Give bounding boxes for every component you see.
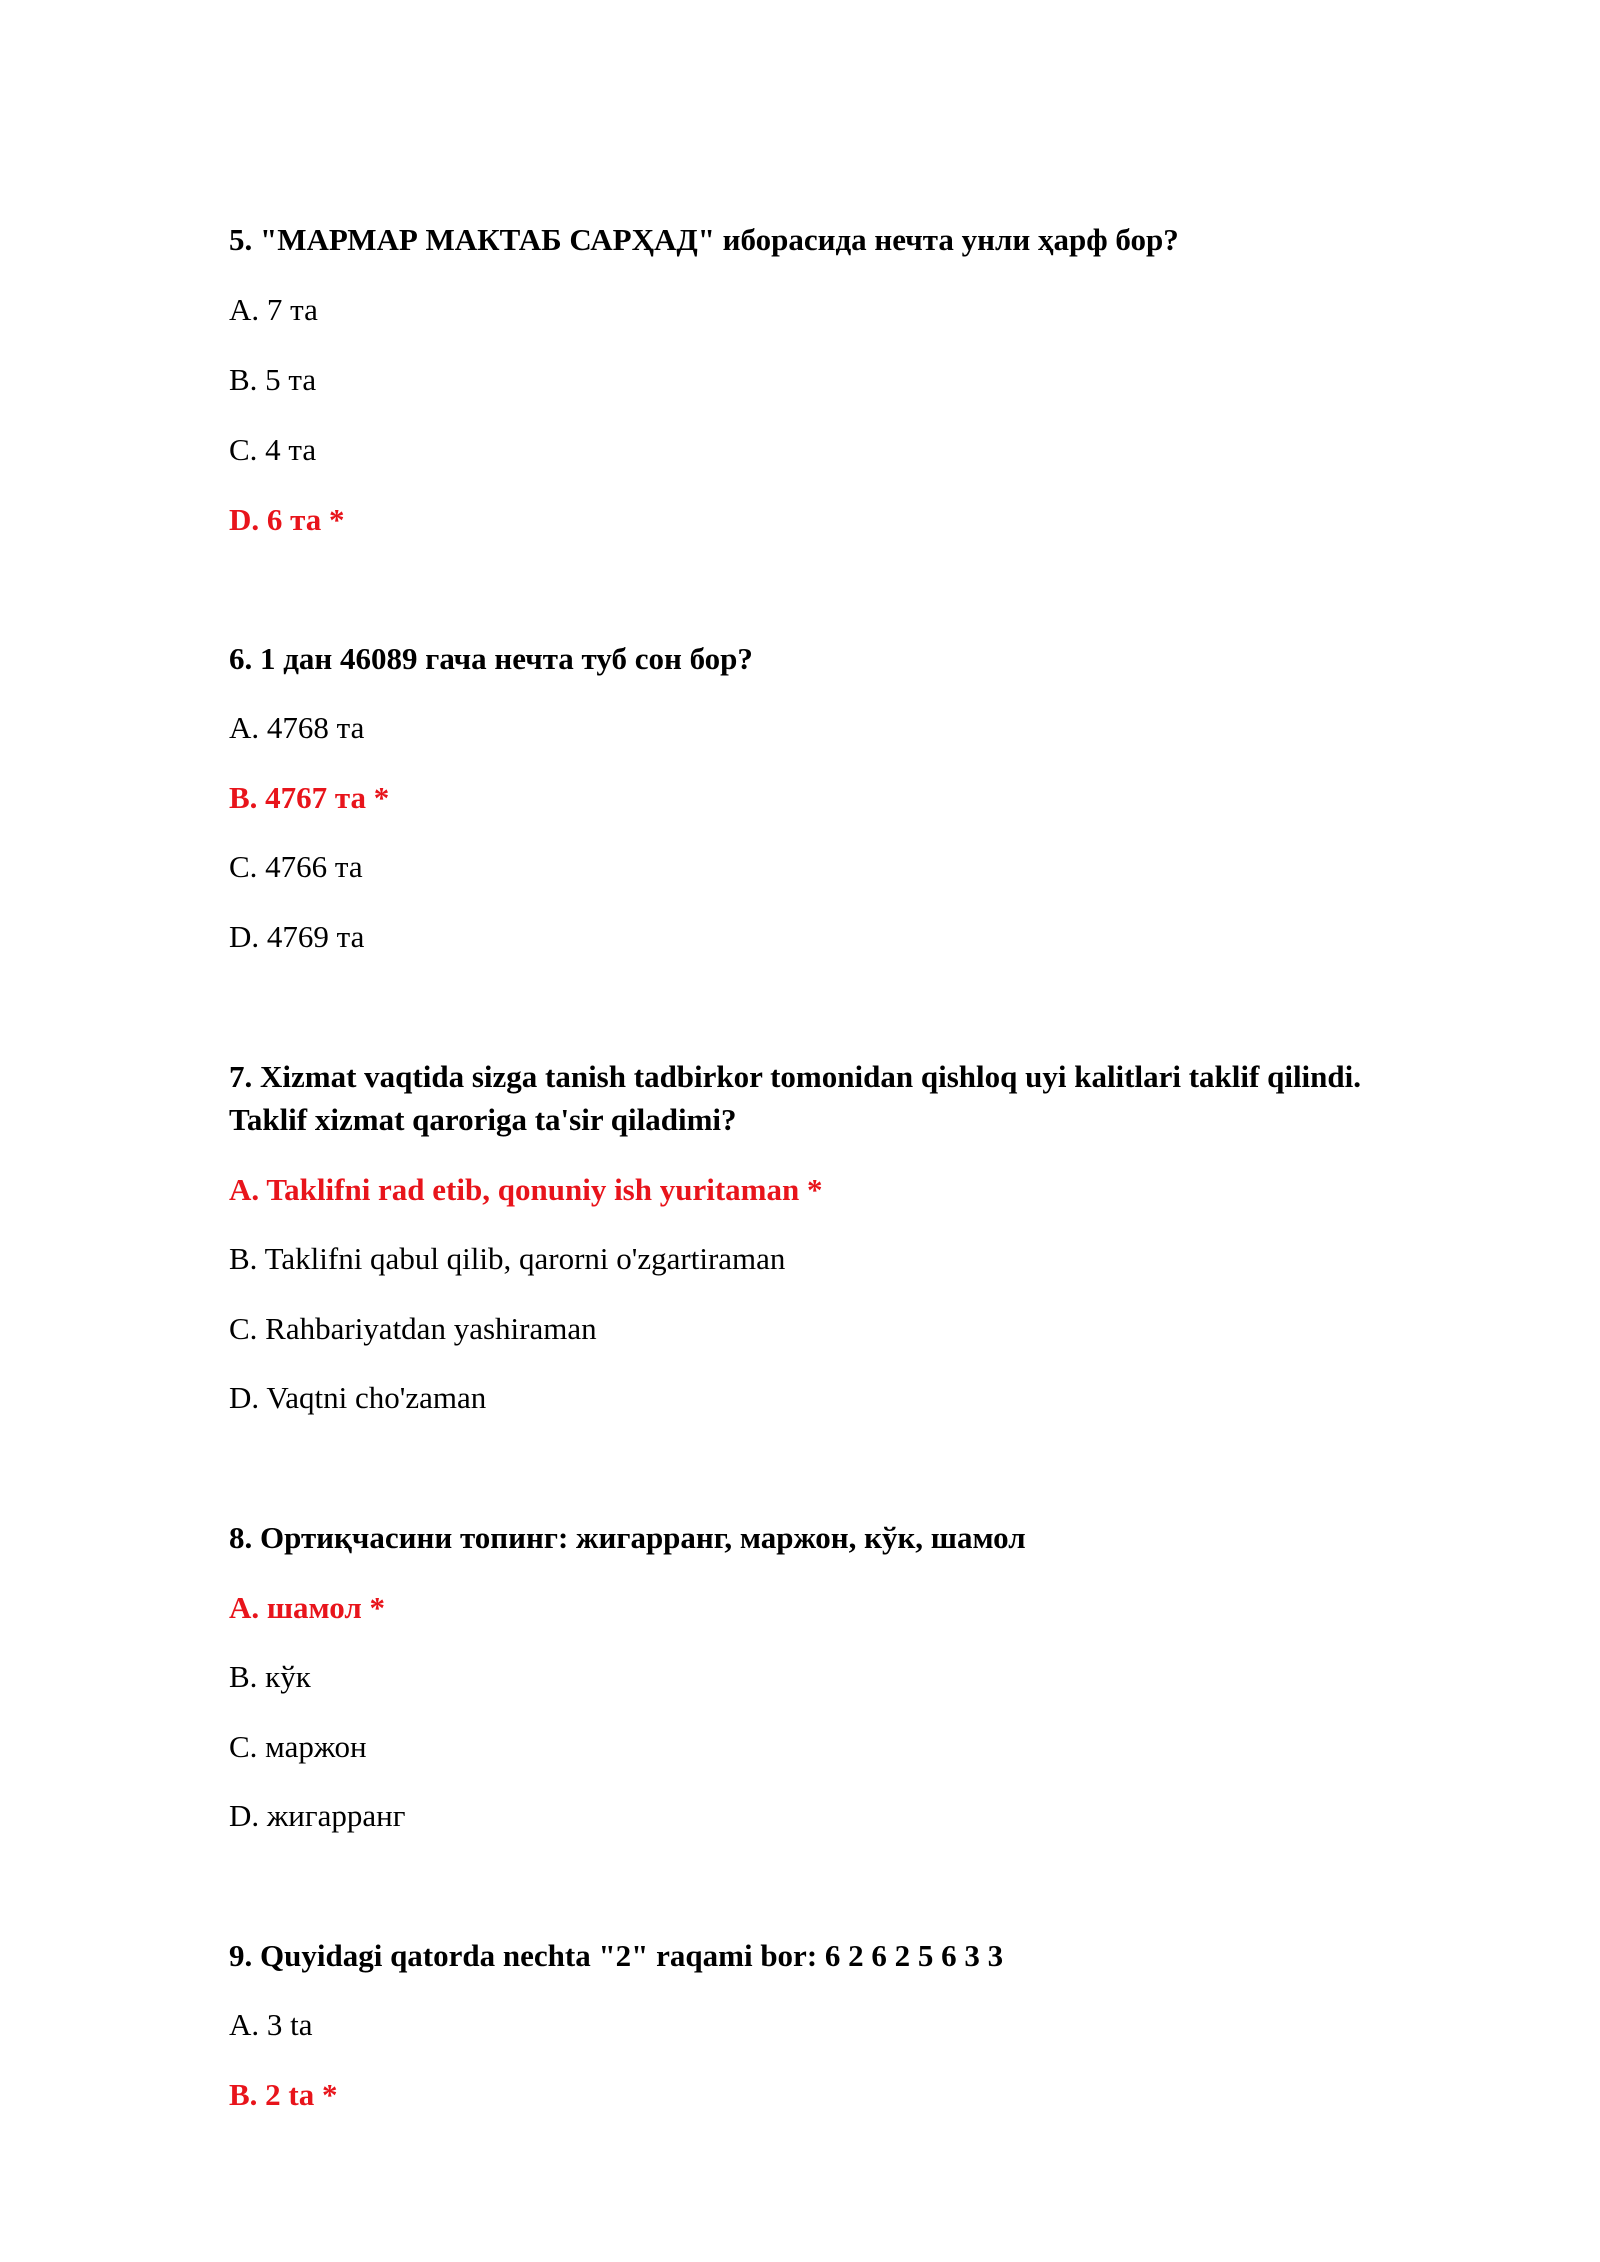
answer-option: A. 7 та [229, 292, 318, 327]
answer-option: A. 4768 та [229, 710, 365, 745]
correct-answer-option: B. 4767 та * [229, 780, 390, 815]
correct-answer-option: D. 6 та * [229, 502, 345, 537]
answer-option: C. маржон [229, 1729, 367, 1764]
answer-option: D. 4769 та [229, 919, 365, 954]
answer-option: B. кўк [229, 1659, 311, 1694]
question-text: 8. Ортиқчасини топинг: жигарранг, маржон, кўк, шамол [229, 1520, 1026, 1555]
answer-option: D. жигарранг [229, 1798, 406, 1833]
question-text: 9. Quyidagi qatorda nechta "2" raqami bor: 6 2 6 2 5 6 3 3 [229, 1938, 1004, 1973]
answer-option: C. 4 та [229, 432, 317, 467]
answer-option: B. 5 та [229, 362, 317, 397]
answer-option: C. 4766 та [229, 849, 363, 884]
question-text: 7. Xizmat vaqtida sizga tanish tadbirkor tomonidan qishloq uyi kalitlari taklif qilindi. [229, 1059, 1362, 1094]
question-text: 5. "МАРМАР МАКТАБ САРҲАД" иборасида нечта унли ҳарф бор? [229, 222, 1179, 257]
answer-option: B. Taklifni qabul qilib, qarorni o'zgartiraman [229, 1241, 786, 1276]
correct-answer-option: A. Taklifni rad etib, qonuniy ish yuritaman * [229, 1172, 823, 1207]
correct-answer-option: B. 2 ta * [229, 2077, 338, 2112]
question-text-continuation: Taklif xizmat qaroriga ta'sir qiladimi? [229, 1102, 737, 1137]
answer-option: D. Vaqtni cho'zaman [229, 1380, 487, 1415]
correct-answer-option: A. шамол * [229, 1590, 385, 1625]
question-text: 6. 1 дан 46089 гача нечта туб сон бор? [229, 641, 753, 676]
answer-option: C. Rahbariyatdan yashiraman [229, 1311, 597, 1346]
answer-option: A. 3 ta [229, 2007, 313, 2042]
